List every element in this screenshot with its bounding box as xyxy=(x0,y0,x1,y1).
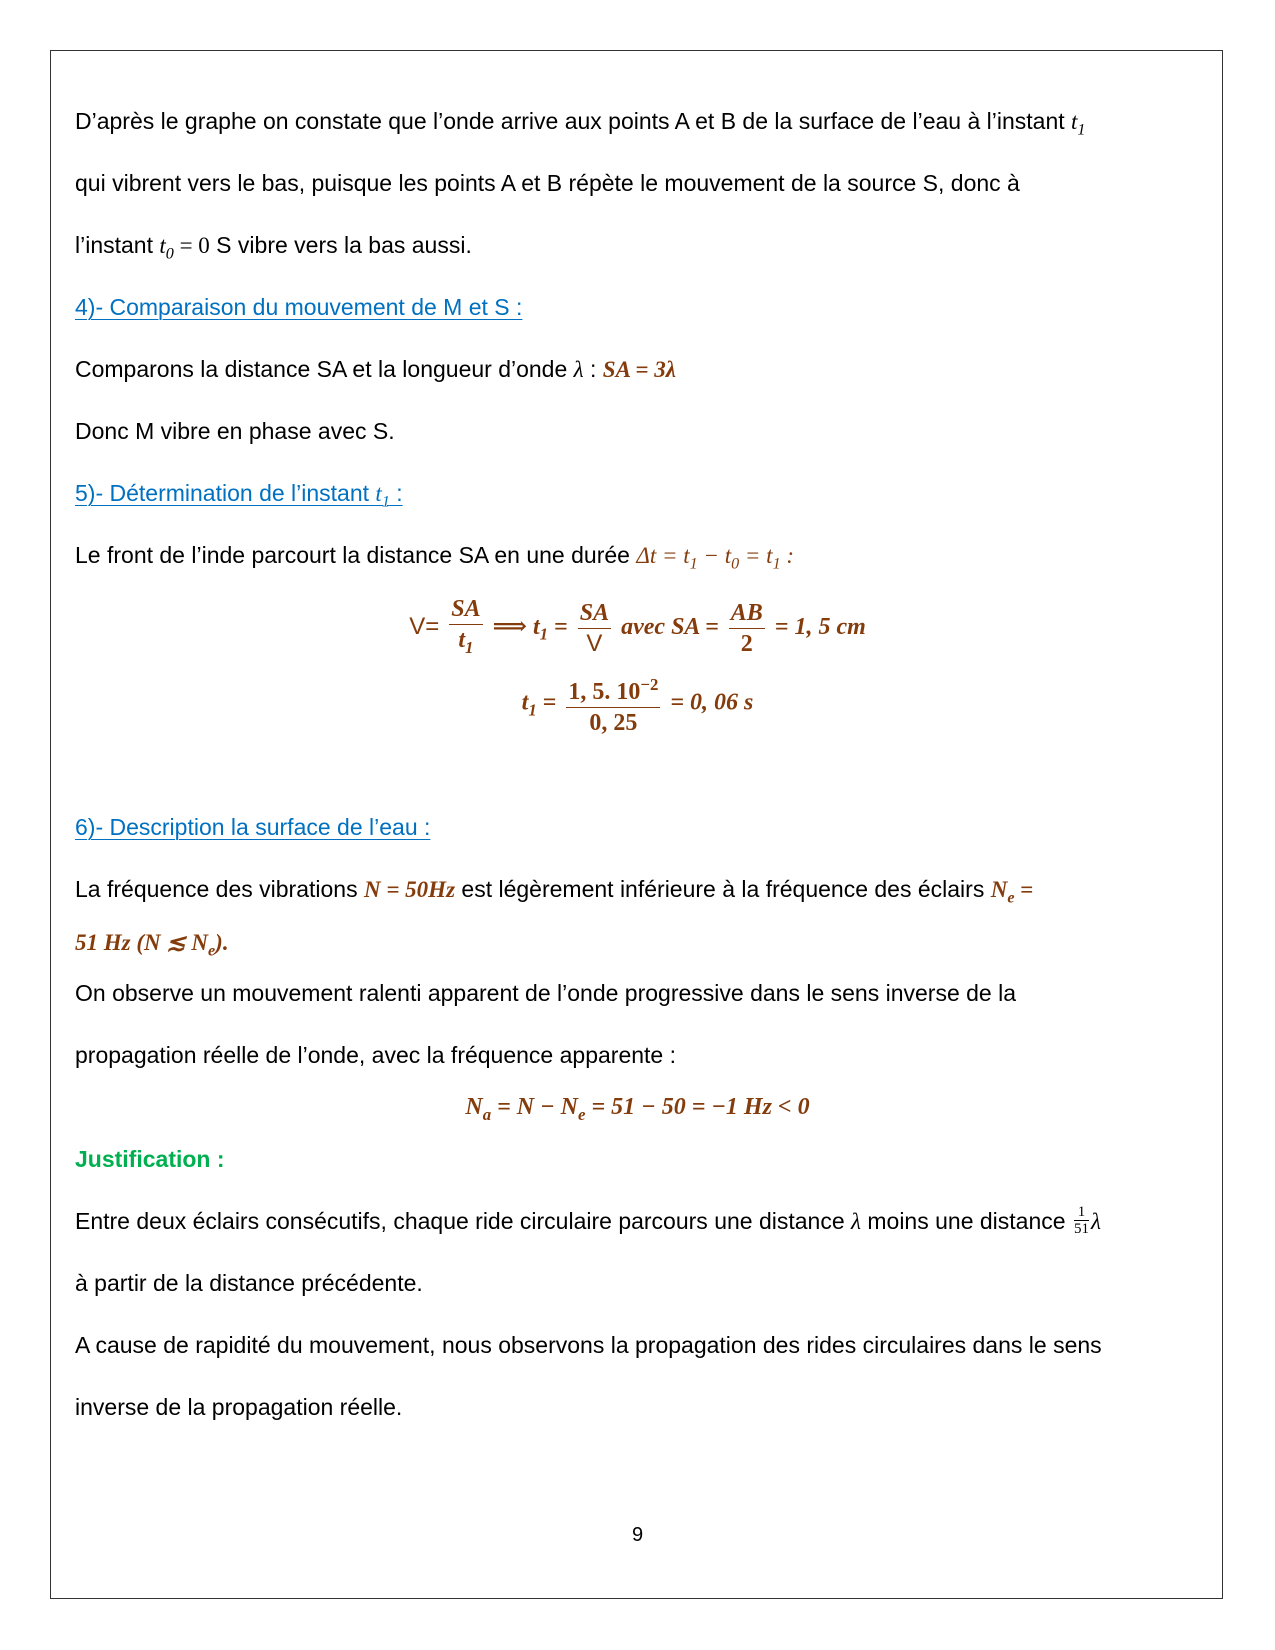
paragraph-line: propagation réelle de l’onde, avec la fréquence apparente : xyxy=(75,1042,676,1068)
paragraph-line: qui vibrent vers le bas, puisque les points A et B répète le mouvement de la source S, donc à xyxy=(75,170,1020,196)
formula-apparent-frequency: $N_a = N - N_e = 51 - 50 = -1$ Hz < 0 xyxy=(465,1094,810,1124)
paragraph-line: Entre deux éclairs consécutifs, chaque ride circulaire parcours une distance λ moins une distance $\frac{1}{51}$ λ xyxy=(75,1204,1101,1238)
paragraph-line: 51 Hz (N ≲ $N_e$). xyxy=(75,930,229,960)
paragraph-line: Le front de l’inde parcourt la distance SA en une durée $\Delta t = t_1 - t_0 = t_1$ : xyxy=(75,542,795,573)
justification-heading: Justification : xyxy=(75,1146,225,1172)
section-heading: 4)- Comparaison du mouvement de M et S : xyxy=(75,294,523,320)
paragraph-line: à partir de la distance précédente. xyxy=(75,1270,423,1296)
paragraph-line: D’après le graphe on constate que l’onde arrive aux points A et B de la surface de l’eau à l’instant $t_1$ xyxy=(75,108,1086,139)
paragraph-line: La fréquence des vibrations N = 50Hz est légèrement inférieure à la fréquence des éclairs $N_e$ = xyxy=(75,876,1034,907)
formula-speed: V= $\frac{SA}{t_1}$ ⟹ $t_1$ = $\frac{SA}{V}$ avec SA = $\frac{AB}{2}$ = 1, 5 cm xyxy=(409,596,866,657)
section-heading: 6)- Description la surface de l’eau : xyxy=(75,814,431,840)
page-number: 9 xyxy=(631,1524,644,1546)
paragraph-line: A cause de rapidité du mouvement, nous observons la propagation des rides circulaires dans le sens xyxy=(75,1332,1102,1358)
paragraph-line: Donc M vibre en phase avec S. xyxy=(75,418,395,444)
paragraph-line: Comparons la distance SA et la longueur d’onde λ : SA = 3λ xyxy=(75,356,676,382)
paragraph-line: inverse de la propagation réelle. xyxy=(75,1394,403,1420)
paragraph-line: l’instant $t_0 = 0$ S vibre vers la bas aussi. xyxy=(75,232,472,263)
paragraph-line: On observe un mouvement ralenti apparent de l’onde progressive dans le sens inverse de la xyxy=(75,980,1017,1006)
section-heading: 5)- Détermination de l’instant $t_1$ : xyxy=(75,480,403,511)
formula-t1: $t_1$ = $\frac{1, 5. 10^{-2}}{0, 25}$ = 0, 06 s xyxy=(0,670,1275,738)
